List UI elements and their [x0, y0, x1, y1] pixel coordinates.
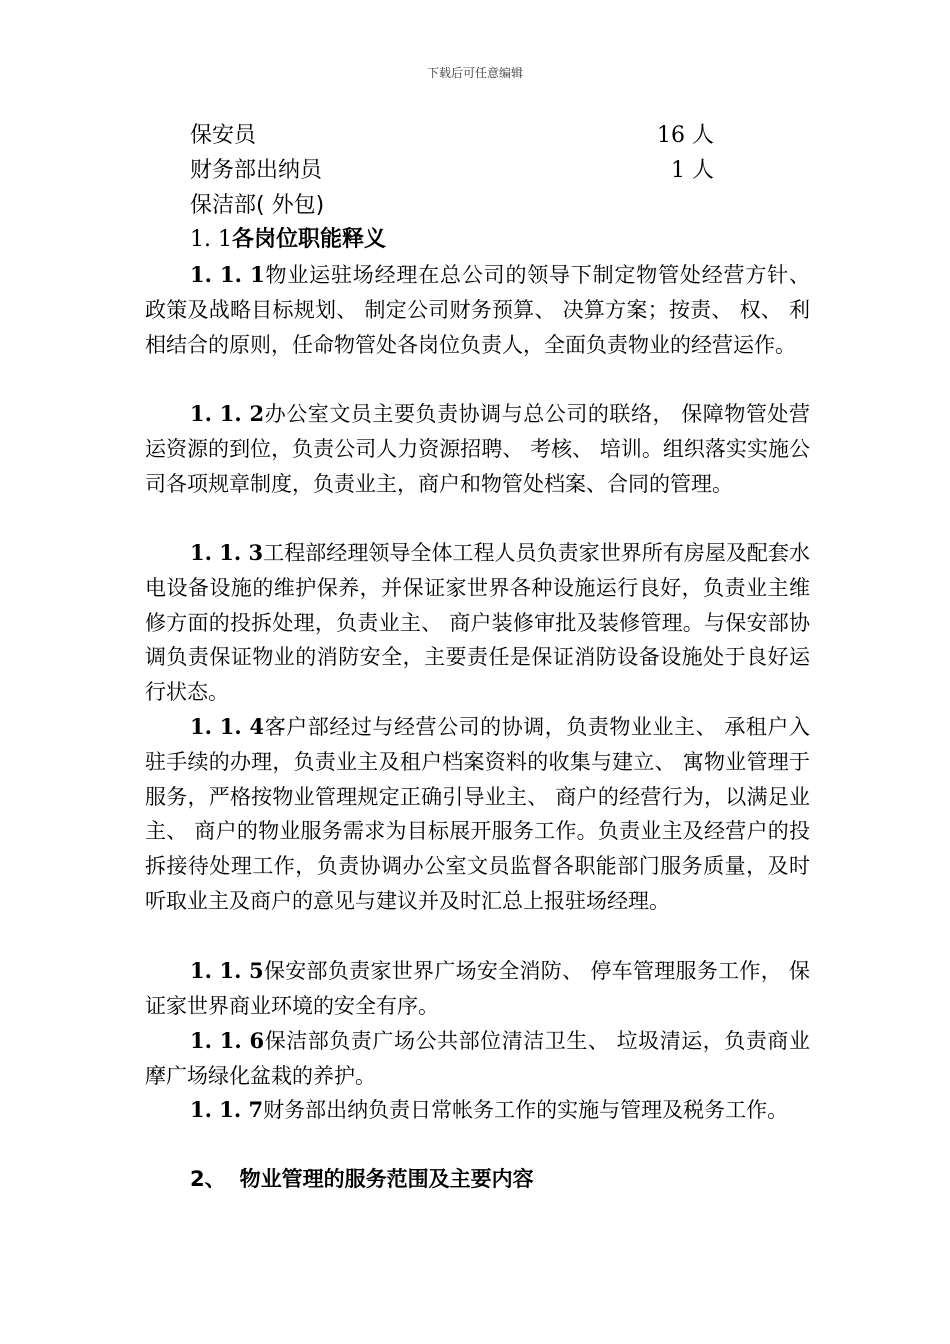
paragraph-number: 1. 1. 1 [190, 262, 265, 287]
staff-role: 保洁部( 外包) [190, 193, 325, 218]
paragraph-text: 工程部经理领导全体工程人员负责家世界所有房屋及配套水电设备设施的维护保养，并保证家世界各种设施运行良好，负责业主维修方面的投拆处理，负责业主、 商户装修审批及装修管理。与保安部协调负责保证物业的消防安全，主要责任是保证消防设备设施处于良好运行状态。 [145, 541, 810, 705]
paragraph [145, 1093, 810, 1128]
paragraph-number: 1. 1. 4 [190, 714, 265, 739]
section-heading [190, 223, 386, 257]
paragraph [145, 397, 810, 501]
page-header: 下载后可任意编辑 [426, 66, 523, 80]
paragraph-number: 1. 1. 6 [190, 1028, 265, 1053]
paragraph [145, 1024, 810, 1094]
section-heading-2 [190, 1162, 534, 1196]
section-number: 2、 [190, 1167, 226, 1191]
paragraph [145, 954, 810, 1024]
section-title: 物业管理的服务范围及主要内容 [239, 1167, 534, 1191]
staff-row [190, 154, 720, 188]
staff-count: 16 人 [657, 123, 714, 148]
paragraph-number: 1. 1. 5 [190, 958, 264, 983]
staff-row [190, 119, 720, 153]
paragraph-text: 保安部负责家世界广场安全消防、 停车管理服务工作， 保证家世界商业环境的安全有序。 [145, 959, 810, 1018]
paragraph-number: 1. 1. 3 [190, 540, 264, 565]
paragraph-text: 办公室文员主要负责协调与总公司的联络， 保障物管处营运资源的到位，负责公司人力资源招聘、 考核、 培训。组织落实实施公司各项规章制度，负责业主，商户和物管处档案、合同的管理。 [145, 402, 810, 496]
staff-count: 1 人 [671, 158, 714, 183]
staff-role: 财务部出纳员 [190, 158, 323, 183]
paragraph-number: 1. 1. 2 [190, 401, 265, 426]
paragraph [145, 258, 810, 362]
paragraph-text: 财务部出纳负责日常帐务工作的实施与管理及税务工作。 [263, 1098, 789, 1122]
paragraph-text: 客户部经过与经营公司的协调，负责物业业主、 承租户入驻手续的办理，负责业主及租户档案资料的收集与建立、 寓物业管理于服务，严格按物业管理规定正确引导业主、 商户的经营行为，以满足业主、 商户的物业服务需求为目标展开服务工作。负责业主及经营户的投拆接待处理工作，负责协调办公室文员监督各职能部门服务质量，及时听取业主及商户的意见与建议并及时汇总上报驻场经理。 [145, 715, 810, 913]
heading-number: 1. 1 [190, 227, 232, 252]
paragraph-number: 1. 1. 7 [190, 1097, 264, 1122]
heading-title: 各岗位职能释义 [231, 227, 386, 252]
paragraph-text: 保洁部负责广场公共部位清洁卫生、 垃圾清运，负责商业摩广场绿化盆栽的养护。 [145, 1029, 810, 1088]
paragraph [145, 536, 810, 710]
staff-role: 保安员 [190, 123, 257, 148]
staff-row [190, 189, 720, 223]
paragraph-text: 物业运驻场经理在总公司的领导下制定物管处经营方针、 政策及战略目标规划、 制定公司财务预算、 决算方案；按责、 权、 利相结合的原则，任命物管处各岗位负责人，全面负责物业的经营运作。 [145, 263, 810, 357]
paragraph [145, 710, 810, 919]
